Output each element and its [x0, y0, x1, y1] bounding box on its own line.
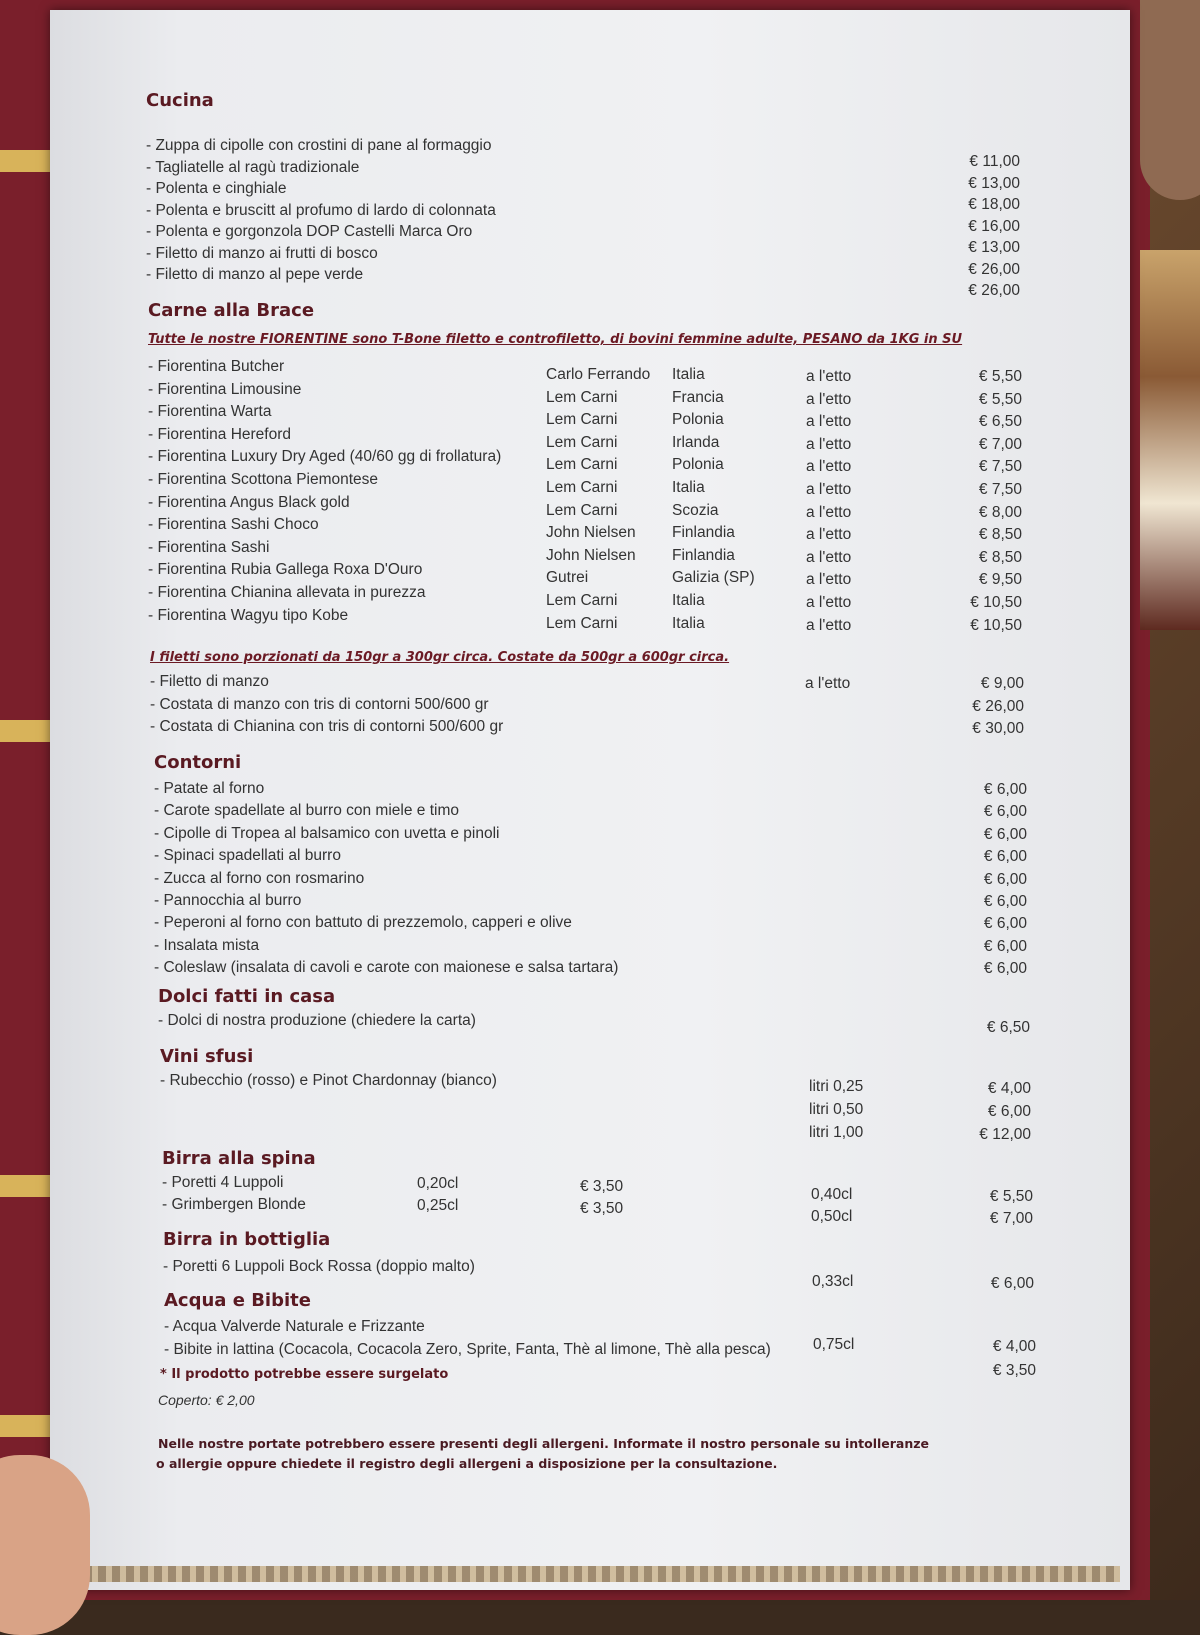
item-price: € 11,00: [969, 153, 1020, 170]
item-price: € 12,00: [979, 1126, 1031, 1143]
beer-size: 0,33cl: [812, 1273, 854, 1290]
item-unit: a l'etto: [806, 390, 852, 408]
item-name: - Costata di manzo con tris di contorni 500/600 gr: [150, 695, 489, 713]
item-name: - Zuppa di cipolle con crostini di pane al formaggio: [146, 137, 492, 154]
decorative-border: [70, 1566, 1120, 1582]
beer-size: 0,20cl: [417, 1175, 459, 1192]
item-price: € 13,00: [968, 174, 1020, 192]
item-price: € 6,00: [983, 870, 1027, 888]
item-supplier: Carlo Ferrando: [546, 366, 651, 383]
wine-size: litri 1,00: [809, 1124, 864, 1141]
item-name: - Bibite in lattina (Cocacola, Cocacola Zero, Sprite, Fanta, Thè al limone, Thè alla pesca): [164, 1341, 771, 1358]
item-origin: Italia: [672, 614, 705, 632]
item-price: € 10,50: [970, 594, 1022, 611]
item-price: € 3,50: [992, 1362, 1036, 1379]
item-name: - Carote spadellate al burro con miele e timo: [154, 802, 459, 820]
item-name: - Insalata mista: [154, 936, 260, 954]
drink-size: 0,75cl: [813, 1336, 855, 1353]
item-name: - Acqua Valverde Naturale e Frizzante: [164, 1318, 425, 1335]
item-origin: Galizia (SP): [672, 569, 755, 587]
item-unit: a l'etto: [806, 571, 852, 589]
item-supplier: Lem Carni: [546, 592, 618, 609]
item-price: € 6,00: [983, 960, 1027, 978]
item-price: € 4,00: [987, 1080, 1031, 1097]
item-name: - Tagliatelle al ragù tradizionale: [146, 158, 360, 176]
item-supplier: John Nielsen: [546, 524, 636, 542]
item-name: - Spinaci spadellati al burro: [154, 847, 341, 865]
item-name: - Dolci di nostra produzione (chiedere la carta): [158, 1012, 476, 1029]
item-name: - Patate al forno: [154, 780, 265, 797]
thumb: [0, 1455, 90, 1635]
beer-price: € 3,50: [580, 1200, 624, 1217]
item-price: € 6,00: [983, 893, 1027, 910]
item-name: - Filetto di manzo: [150, 673, 269, 690]
beer-size: 0,25cl: [417, 1197, 459, 1214]
item-supplier: Lem Carni: [546, 614, 618, 632]
item-price: € 5,50: [978, 368, 1022, 385]
item-supplier: Lem Carni: [546, 411, 618, 429]
item-name: - Fiorentina Warta: [148, 403, 272, 421]
item-unit: a l'etto: [806, 413, 852, 431]
section-title: Birra in bottiglia: [163, 1229, 331, 1250]
item-origin: Italia: [672, 592, 705, 609]
item-name: - Fiorentina Wagyu tipo Kobe: [148, 606, 349, 624]
section-title: Birra alla spina: [162, 1148, 316, 1169]
item-price: € 5,50: [978, 390, 1022, 408]
item-name: - Fiorentina Sashi Choco: [148, 516, 319, 534]
filetti-note: I filetti sono porzionati da 150gr a 300gr circa. Costate da 500gr a 600gr circa.: [150, 650, 730, 665]
item-name: - Zucca al forno con rosmarino: [154, 869, 365, 887]
item-name: - Polenta e cinghiale: [146, 180, 287, 197]
item-name: - Rubecchio (rosso) e Pinot Chardonnay (bianco): [160, 1072, 497, 1089]
item-price: € 30,00: [972, 720, 1024, 737]
item-price: € 7,50: [978, 481, 1022, 498]
item-price: € 9,50: [978, 571, 1022, 589]
item-name: - Fiorentina Chianina allevata in purezza: [148, 584, 426, 601]
item-price: € 6,00: [987, 1103, 1031, 1120]
item-name: - Costata di Chianina con tris di contorni 500/600 gr: [150, 718, 504, 735]
item-origin: Italia: [672, 479, 705, 496]
section-title: Cucina: [146, 90, 214, 111]
item-price: € 6,50: [986, 1019, 1030, 1036]
item-supplier: Lem Carni: [546, 479, 618, 496]
background-objects: [1140, 250, 1200, 630]
item-price: € 10,50: [970, 616, 1022, 634]
item-unit: a l'etto: [806, 458, 852, 476]
item-supplier: Lem Carni: [546, 388, 618, 406]
item-origin: Finlandia: [672, 546, 735, 564]
item-supplier: Lem Carni: [546, 456, 618, 474]
item-price: € 6,00: [983, 803, 1027, 821]
item-price: € 7,00: [978, 435, 1022, 453]
beer-size: 0,40cl: [811, 1186, 853, 1203]
item-price: € 16,00: [968, 217, 1020, 235]
item-price: € 8,50: [978, 548, 1022, 566]
section-title: Acqua e Bibite: [164, 1290, 311, 1311]
item-price: € 6,50: [978, 413, 1022, 431]
item-price: € 6,00: [983, 915, 1027, 933]
item-name: - Fiorentina Scottona Piemontese: [148, 471, 379, 488]
item-supplier: John Nielsen: [546, 546, 636, 564]
section-title: Dolci fatti in casa: [158, 986, 336, 1007]
item-name: - Peperoni al forno con battuto di prezzemolo, capperi e olive: [154, 914, 572, 932]
item-supplier: Gutrei: [546, 569, 589, 587]
item-origin: Finlandia: [672, 524, 735, 542]
item-price: € 26,00: [968, 282, 1020, 299]
item-name: - Fiorentina Hereford: [148, 425, 292, 443]
item-name: - Cipolle di Tropea al balsamico con uvetta e pinoli: [154, 824, 500, 842]
beer-price: € 3,50: [580, 1178, 624, 1195]
item-unit: a l'etto: [806, 368, 852, 385]
item-price: € 8,00: [978, 503, 1022, 521]
item-price: € 4,00: [992, 1338, 1036, 1355]
item-price: € 7,00: [989, 1210, 1033, 1227]
item-price: € 6,00: [983, 825, 1027, 843]
coperto: Coperto: € 2,00: [158, 1392, 255, 1408]
item-name: - Pannocchia al burro: [154, 892, 302, 909]
item-name: - Filetto di manzo ai frutti di bosco: [146, 244, 378, 262]
item-price: € 26,00: [968, 260, 1020, 278]
item-price: € 6,00: [983, 937, 1027, 955]
item-price: € 9,00: [980, 675, 1024, 692]
item-name: - Grimbergen Blonde: [162, 1196, 306, 1213]
allergen-note: Nelle nostre portate potrebbero essere presenti degli allergeni. Informate il nostro personale su intolleranze: [158, 1436, 930, 1451]
item-price: € 13,00: [968, 239, 1020, 256]
item-name: - Fiorentina Sashi: [148, 538, 270, 556]
item-name: - Fiorentina Luxury Dry Aged (40/60 gg di frollatura): [148, 448, 502, 466]
item-origin: Francia: [672, 388, 724, 406]
item-supplier: Lem Carni: [546, 433, 618, 451]
wine-size: litri 0,50: [809, 1101, 864, 1118]
item-name: - Polenta e bruscitt al profumo di lardo di colonnata: [146, 201, 496, 219]
section-title: Contorni: [154, 752, 242, 773]
beer-size: 0,50cl: [811, 1208, 853, 1225]
item-name: - Fiorentina Butcher: [148, 358, 285, 375]
item-unit: a l'etto: [806, 526, 852, 544]
frozen-note: * Il prodotto potrebbe essere surgelato: [160, 1367, 449, 1382]
item-name: - Fiorentina Rubia Gallega Roxa D'Ouro: [148, 561, 423, 579]
section-title: Carne alla Brace: [148, 300, 315, 321]
item-unit: a l'etto: [806, 616, 852, 634]
item-name: - Poretti 6 Luppoli Bock Rossa (doppio malto): [163, 1258, 475, 1275]
item-unit: a l'etto: [805, 675, 851, 692]
item-price: € 18,00: [968, 196, 1020, 213]
item-price: € 8,50: [978, 526, 1022, 544]
item-unit: a l'etto: [806, 503, 852, 521]
item-origin: Polonia: [672, 456, 724, 474]
item-price: € 6,00: [983, 848, 1027, 866]
item-unit: a l'etto: [806, 548, 852, 566]
section-note: Tutte le nostre FIORENTINE sono T-Bone filetto e controfiletto, di bovini femmine adulte, PESANO da 1KG in SU: [148, 332, 963, 347]
item-name: - Polenta e gorgonzola DOP Castelli Marca Oro: [146, 223, 473, 240]
item-supplier: Lem Carni: [546, 501, 618, 519]
item-name: - Filetto di manzo al pepe verde: [146, 266, 364, 283]
item-price: € 7,50: [978, 458, 1022, 476]
item-origin: Polonia: [672, 411, 724, 429]
item-price: € 6,00: [990, 1275, 1034, 1292]
item-unit: a l'etto: [806, 435, 852, 453]
hand: [1140, 0, 1200, 200]
wine-size: litri 0,25: [809, 1078, 864, 1095]
item-unit: a l'etto: [806, 481, 852, 498]
item-name: - Fiorentina Angus Black gold: [148, 493, 350, 511]
item-name: - Fiorentina Limousine: [148, 380, 302, 398]
item-name: - Poretti 4 Luppoli: [162, 1174, 284, 1191]
item-price: € 5,50: [989, 1188, 1033, 1205]
item-origin: Scozia: [672, 501, 719, 519]
menu-page: [50, 10, 1130, 1590]
item-price: € 26,00: [972, 697, 1024, 715]
item-unit: a l'etto: [806, 594, 852, 611]
allergen-note: o allergie oppure chiedete il registro degli allergeni a disposizione per la consultazione.: [156, 1456, 778, 1471]
item-name: - Coleslaw (insalata di cavoli e carote con maionese e salsa tartara): [154, 959, 619, 977]
section-title: Vini sfusi: [160, 1046, 254, 1067]
item-origin: Italia: [672, 366, 705, 383]
item-origin: Irlanda: [672, 433, 720, 451]
item-price: € 6,00: [983, 781, 1027, 798]
